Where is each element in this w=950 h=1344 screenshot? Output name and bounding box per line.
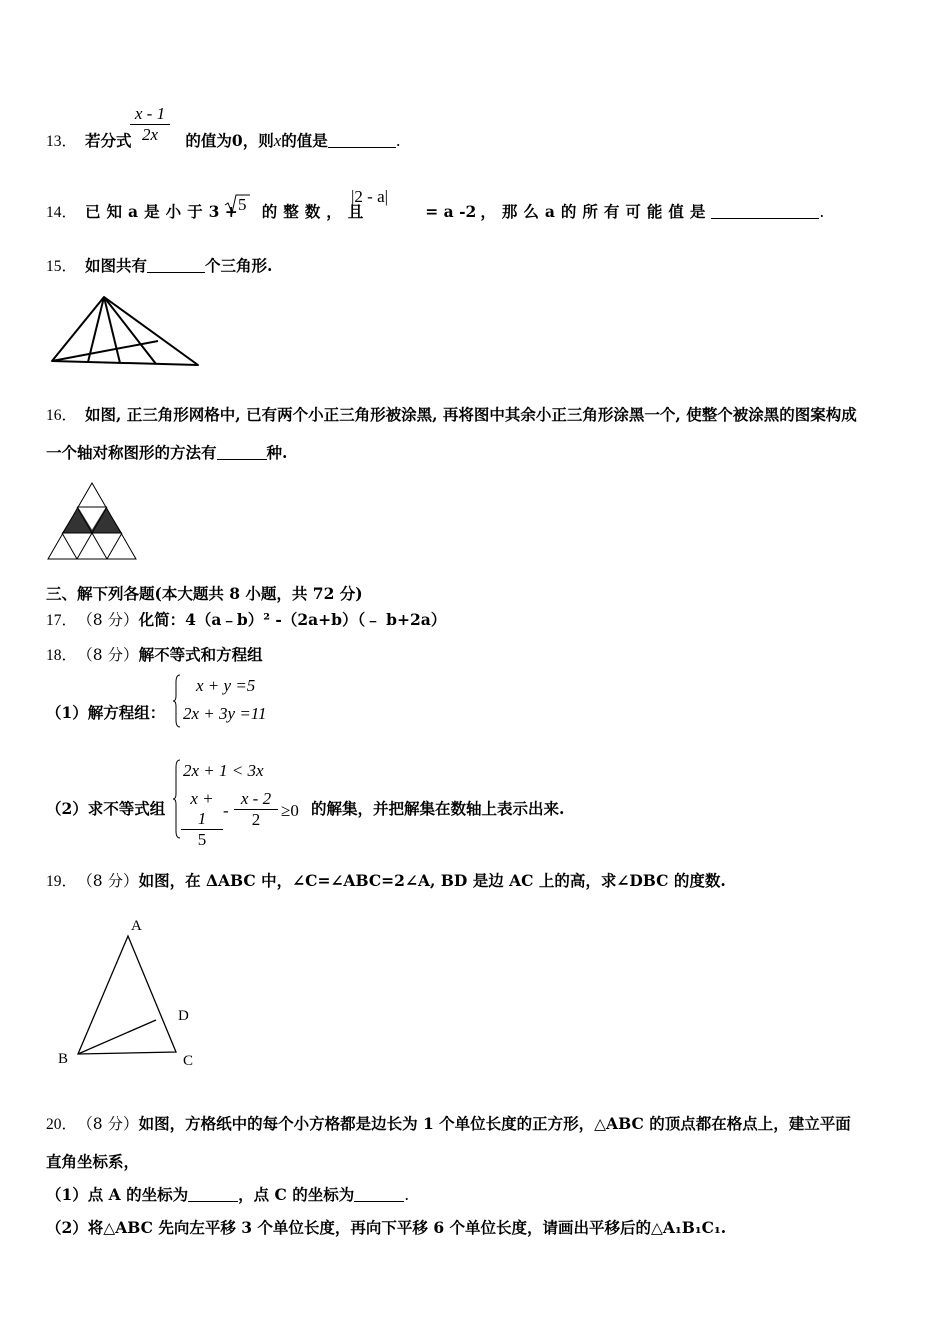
q18-p2-minus: - <box>223 801 229 820</box>
q15-text-a: 如图共有 <box>85 256 148 275</box>
q15-answer-blank[interactable] <box>147 257 205 274</box>
q13-fraction <box>130 104 170 145</box>
q18-part2-label <box>46 797 165 819</box>
q14-a: a <box>128 202 139 221</box>
q13-text-b: 的值为 <box>185 131 232 150</box>
q19 <box>46 869 726 891</box>
section3-title <box>46 582 363 604</box>
q14-text-e: 的所有可能值是 <box>560 202 712 221</box>
q18-brace-1 <box>172 674 182 728</box>
q19-triangle-figure <box>52 910 202 1072</box>
q18-p2-tail: 的解集，并把解集在数轴上表示出来. <box>311 799 565 818</box>
q17-number: 17． <box>46 612 78 629</box>
q20-p1-blank-c[interactable] <box>354 1186 404 1203</box>
q18-p2-frac2 <box>234 789 278 830</box>
q18-number: 18． <box>46 647 78 664</box>
q20-text-line2: 直角坐标系， <box>46 1152 140 1171</box>
q18-p2-frac1 <box>181 789 223 850</box>
q15-text-b: 个三角形. <box>205 256 273 275</box>
q20-p1-blank-a[interactable] <box>188 1186 238 1203</box>
q17-score: （8 分） <box>85 611 139 629</box>
q20-part1 <box>46 1183 409 1205</box>
q20-line1 <box>46 1112 851 1134</box>
section3-title-text: 三、解下列各题(本大题共 8 小题，共 72 分) <box>46 584 363 603</box>
q18 <box>46 643 263 665</box>
q13-text-c: ，则 <box>242 131 274 150</box>
q15-number: 15． <box>46 258 78 275</box>
q14-sqrt-value: 5 <box>238 195 247 214</box>
q13-frac-den: 2x <box>141 125 159 144</box>
q20-p1-end: . <box>404 1186 410 1204</box>
q16-line2 <box>46 441 287 463</box>
q18-p2-frac1-den: 5 <box>197 830 207 849</box>
q13 <box>46 129 401 151</box>
q15-triangle-figure <box>48 293 202 368</box>
q20-p1-text-a: （1）点 A 的坐标为 <box>46 1185 189 1204</box>
q20-p1-text-b: ，点 C 的坐标为 <box>238 1185 355 1204</box>
q18-p2-label-text: （2）求不等式组 <box>46 799 166 818</box>
q15 <box>46 254 272 276</box>
q17-text: 化简：4（a﹣b）² -（2a+b）（﹣ b+2a） <box>138 610 447 629</box>
q19-label-c: C <box>183 1053 194 1069</box>
q14-three-plus: 3 + <box>208 202 238 221</box>
q20-p2-text: （2）将△ABC 先向左平移 3 个单位长度，再向下平移 6 个单位长度，请画出平移后的△A₁B₁C₁. <box>46 1218 727 1237</box>
q13-text-d: 的值是 <box>281 131 328 150</box>
q18-p1-label-text: （1）解方程组： <box>46 703 166 722</box>
q16-answer-blank[interactable] <box>217 444 267 461</box>
q18-part1-label <box>46 701 165 723</box>
q14-text-a: 已知 <box>85 202 129 221</box>
q18-p2-frac2-den: 2 <box>251 810 261 829</box>
q14-number: 14． <box>46 204 78 221</box>
q18-p1-eq1: x + y =5 <box>196 676 256 695</box>
q18-p2-geq: ≥0 <box>281 801 299 820</box>
q13-end: . <box>395 132 401 150</box>
q19-label-d: D <box>178 1008 189 1024</box>
q14 <box>46 200 824 222</box>
q20-line2 <box>46 1150 139 1172</box>
q18-p2-frac2-num: x - 2 <box>240 789 272 808</box>
q13-frac-num: x - 1 <box>134 104 166 123</box>
q17 <box>46 608 446 630</box>
q14-a2: a <box>544 202 555 221</box>
q13-answer-blank[interactable] <box>328 132 396 149</box>
q18-p2-frac1-num: x + 1 <box>190 789 214 828</box>
q20-text-line1: 如图，方格纸中的每个小方格都是边长为 1 个单位长度的正方形，△ABC 的顶点都在格点上，建立平面 <box>138 1114 851 1133</box>
q13-text-a: 若分式 <box>85 131 132 150</box>
q19-text: 如图，在 ΔABC 中，∠C=∠ABC=2∠A, BD 是边 AC 上的高，求∠DBC 的度数. <box>138 871 726 890</box>
q19-label-b: B <box>58 1051 69 1067</box>
q19-label-a: A <box>131 918 142 934</box>
q14-text-b: 是小于 <box>144 202 209 221</box>
q16-text-line2-b: 种. <box>266 443 288 462</box>
q14-eq: = a -2 <box>425 202 477 221</box>
q16-text-line1: 如图, 正三角形网格中, 已有两个小正三角形被涂黑, 再将图中其余小正三角形涂黑一个, 使整个被涂黑的图案构成 <box>85 405 857 424</box>
q18-p2-ineq1: 2x + 1 < 3x <box>183 761 264 780</box>
q18-p1-eq2: 2x + 3y =11 <box>183 704 267 723</box>
q13-var: x <box>273 131 282 150</box>
q14-text-c: 的整数，且 <box>261 202 370 221</box>
q14-end: . <box>819 203 825 221</box>
q16-text-line2-a: 一个轴对称图形的方法有 <box>46 443 217 462</box>
q14-text-d: ，那么 <box>480 202 545 221</box>
q18-score: （8 分） <box>85 646 139 664</box>
q13-zero: 0 <box>231 131 243 150</box>
q14-answer-blank[interactable] <box>711 203 819 220</box>
q16-line1 <box>46 403 857 425</box>
q13-number: 13． <box>46 133 78 150</box>
q19-number: 19． <box>46 873 78 890</box>
q20-part2 <box>46 1216 726 1238</box>
q18-text: 解不等式和方程组 <box>138 645 263 664</box>
q16-triangle-grid <box>46 481 138 561</box>
q19-score: （8 分） <box>85 872 139 890</box>
q16-number: 16． <box>46 407 78 424</box>
q20-number: 20． <box>46 1116 78 1133</box>
q14-abs-expr: |2 - a| <box>351 187 389 206</box>
q20-score: （8 分） <box>85 1115 139 1133</box>
